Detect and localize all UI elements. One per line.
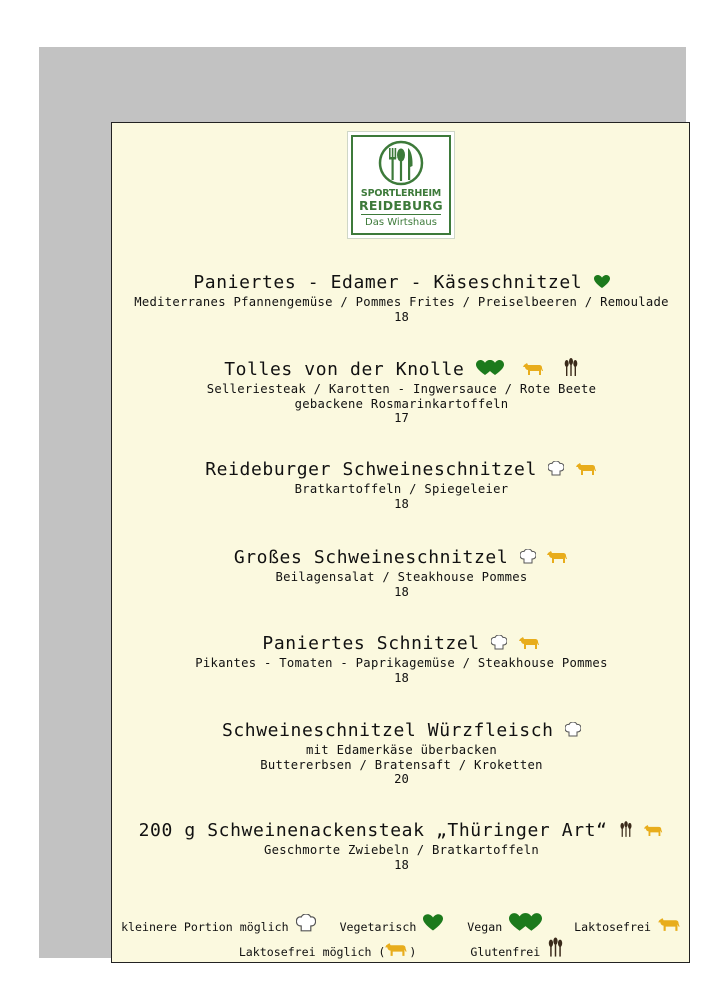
menu-item [112, 547, 691, 599]
dish-title: 200 g Schweinenackensteak „Thüringer Art“ [138, 820, 608, 841]
dish-title: Paniertes - Edamer - Käseschnitzel [193, 272, 583, 293]
gluten-free-wheat-icon [619, 821, 633, 843]
dish-title: Paniertes Schnitzel [262, 633, 480, 654]
cutlery-circle-icon [377, 140, 425, 186]
vegan-hearts-icon [476, 360, 504, 382]
logo-line-1: SPORTLERHEIM [360, 188, 442, 199]
lactose-free-cow-icon [547, 548, 569, 570]
dish-price: 18 [394, 309, 409, 324]
legend-lactose-free-possible-close: ) [409, 945, 417, 959]
dish-description: Mediterranes Pfannengemüse / Pommes Frites / Preiselbeeren / Remoulade [134, 295, 669, 309]
dish-description: Buttererbsen / Bratensaft / Kroketten [260, 757, 543, 772]
legend-row-1 [112, 913, 691, 935]
dish-price: 17 [394, 411, 409, 425]
dish-price: 20 [394, 772, 409, 786]
lactose-free-cow-icon [385, 942, 409, 960]
vegetarian-heart-icon [594, 273, 610, 295]
legend-lactose-free-label: Laktosefrei [574, 920, 651, 934]
dish-title: Schweineschnitzel Würzfleisch [221, 720, 554, 741]
small-portion-chef-hat-icon [491, 634, 507, 656]
menu-item [112, 358, 691, 426]
menu-item [112, 272, 691, 324]
restaurant-logo [347, 131, 455, 239]
dish-title: Großes Schweineschnitzel [233, 547, 509, 568]
dish-title: Reideburger Schweineschnitzel [205, 459, 537, 480]
small-portion-chef-hat-icon [296, 914, 316, 935]
small-portion-chef-hat-icon [565, 721, 581, 743]
lactose-free-cow-icon [519, 634, 541, 656]
dish-description: Pikantes - Tomaten - Paprikagemüse / Steakhouse Pommes [195, 656, 608, 670]
lactose-free-cow-icon [644, 821, 664, 843]
lactose-free-cow-icon [576, 460, 598, 482]
small-portion-chef-hat-icon [548, 460, 564, 482]
dish-title: Tolles von der Knolle [224, 359, 465, 380]
dish-description: Selleriesteak / Karotten - Ingwersauce / Rote Beete [206, 382, 597, 396]
page-frame [39, 47, 686, 958]
dish-price: 18 [394, 584, 409, 599]
logo-divider [361, 214, 441, 215]
dish-price: 18 [394, 496, 409, 511]
lactose-free-cow-icon [658, 917, 682, 935]
dish-description: Geschmorte Zwiebeln / Bratkartoffeln [264, 843, 539, 857]
dish-description: gebackene Rosmarinkartoffeln [294, 396, 509, 411]
dish-price: 18 [394, 670, 409, 685]
legend-vegetarian-label: Vegetarisch [339, 920, 417, 934]
menu-page [111, 122, 690, 963]
legend-lactose-free-possible-label: Laktosefrei möglich ( [238, 945, 386, 959]
menu-item [112, 720, 691, 787]
legend-row-2 [112, 937, 691, 960]
small-portion-chef-hat-icon [520, 548, 536, 570]
legend-gluten-free-label: Glutenfrei [470, 945, 541, 959]
dish-description: Bratkartoffeln / Spiegeleier [294, 482, 509, 496]
legend-small-portion-label: kleinere Portion möglich [121, 920, 289, 934]
gluten-free-wheat-icon [563, 358, 579, 382]
lactose-free-cow-icon [523, 360, 545, 382]
menu-item [112, 820, 691, 872]
menu-item [112, 633, 691, 685]
vegan-hearts-icon [509, 913, 542, 935]
gluten-free-wheat-icon [547, 937, 564, 960]
dish-description: Beilagensalat / Steakhouse Pommes [275, 570, 528, 584]
legend-vegan-label: Vegan [467, 920, 503, 934]
dish-description: mit Edamerkäse überbacken [306, 743, 497, 757]
logo-line-2: REIDEBURG [359, 198, 443, 213]
menu-item [112, 459, 691, 511]
vegetarian-heart-icon [423, 914, 443, 935]
logo-line-3: Das Wirtshaus [365, 217, 437, 228]
dish-price: 18 [394, 857, 409, 872]
